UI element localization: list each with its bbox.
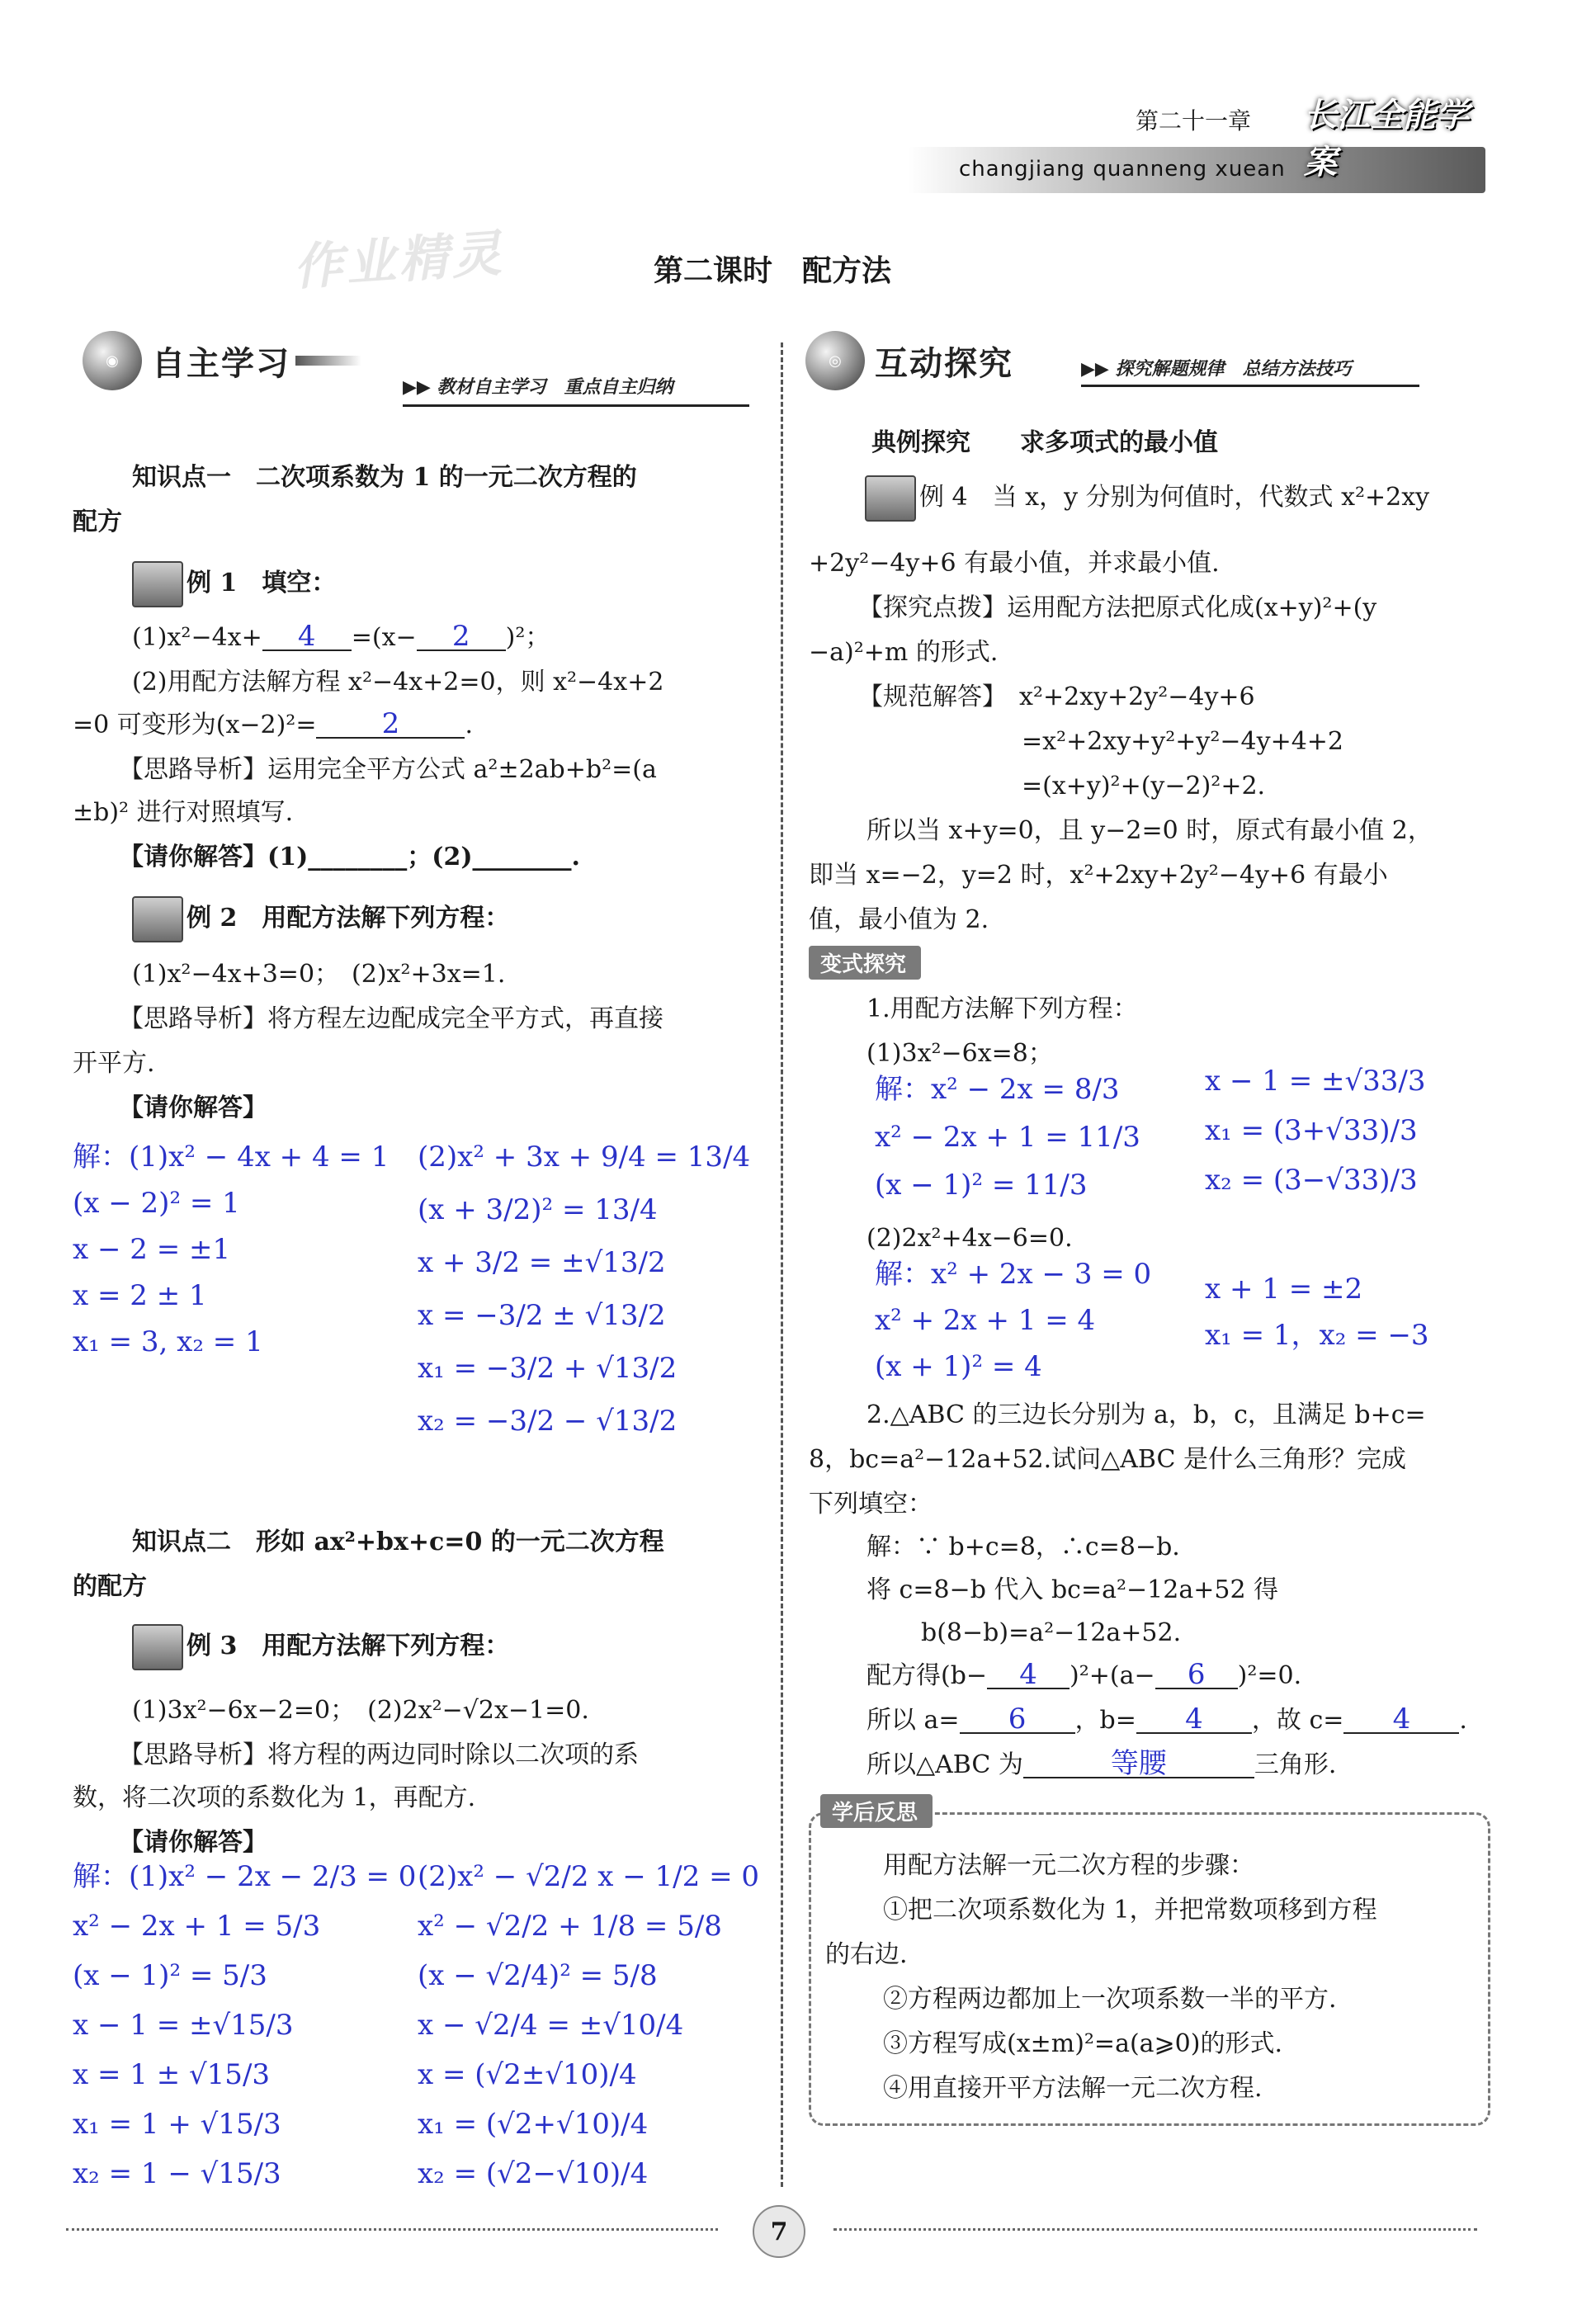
example-4-standard-c: =(x+y)²+(y−2)²+2. <box>1022 772 1266 801</box>
blank-answer[interactable]: 等腰 <box>1023 1750 1254 1778</box>
example-3-label: 例 3 用配方法解下列方程： <box>132 1624 509 1670</box>
reflection-title: 用配方法解一元二次方程的步骤： <box>883 1851 1254 1880</box>
page-number: 7 <box>753 2205 805 2258</box>
example-4-standard-b: =x²+2xy+y²+y²−4y+4+2 <box>1022 727 1344 756</box>
example-2-solution-right: (2)x² + 3x + 9/4 = 13/4 (x + 3/2)² = 13/4 x + 3/2 = ±√13/2 x = −3/2 ± √13/2 x₁ = −3/2 + √13/2 x₂ = −3/2 − √13/2 <box>418 1141 751 1438</box>
blank-answer[interactable]: 4 <box>262 623 352 651</box>
example-3-hint-cont: 数，将二次项的系数化为 1，再配方. <box>73 1783 476 1812</box>
typical-example-title: 典例探究 求多项式的最小值 <box>871 428 1218 457</box>
example-2-question: (1)x²−4x+3=0； (2)x²+3x=1. <box>132 960 506 989</box>
kp1-title: 知识点一 二次项系数为 1 的一元二次方程的 <box>132 463 637 492</box>
example-4-question-cont: +2y²−4y+6 有最小值，并求最小值. <box>809 549 1220 578</box>
example-3-solution-left: 解：(1)x² − 2x − 2/3 = 0 x² − 2x + 1 = 5/3 (x − 1)² = 5/3 x − 1 = ±√15/3 x = 1 ± √15/3 x₁ = 1 + √15/3 x₂ = 1 − √15/3 <box>73 1860 417 2190</box>
example-4-tip: 【探究点拨】运用配方法把原式化成(x+y)²+(y <box>858 593 1377 622</box>
watermark: 作业精灵 <box>291 224 507 297</box>
example-4-conclusion-a: 所以当 x+y=0，且 y−2=0 时，原式有最小值 2， <box>866 816 1433 845</box>
blackboard-icon <box>132 561 183 607</box>
reflection-step-1: ①把二次项系数化为 1，并把常数项移到方程 <box>883 1896 1377 1925</box>
kp2-title-cont: 的配方 <box>73 1572 147 1601</box>
variant-2-step-6: 所以△ABC 为 等腰 三角形. <box>866 1747 1337 1780</box>
example-3-question: (1)3x²−6x−2=0； (2)2x²−√2x−1=0. <box>132 1696 589 1725</box>
example-3-answer-label: 【请你解答】 <box>119 1828 267 1857</box>
variant-2-b: 8，bc=a²−12a+52.试问△ABC 是什么三角形？完成 <box>809 1445 1407 1474</box>
variant-1-title: 1.用配方法解下列方程： <box>866 994 1138 1023</box>
right-section-subtitle: ▶▶ 探究解题规律 总结方法技巧 <box>1081 358 1352 380</box>
column-divider <box>781 342 783 2187</box>
example-1-label: 例 1 填空： <box>132 561 336 607</box>
variant-2-step-4: 配方得(b− 4 )²+(a− 6 )²=0. <box>866 1658 1302 1691</box>
plane-decoration <box>295 356 361 366</box>
sphere-icon: ◎ <box>805 331 865 390</box>
variant-1-q1: (1)3x²−6x=8； <box>866 1039 1053 1068</box>
example-2-solution-left: 解：(1)x² − 4x + 4 = 1 (x − 2)² = 1 x − 2 = ±1 x = 2 ± 1 x₁ = 3, x₂ = 1 <box>73 1141 390 1358</box>
blank-answer[interactable]: 4 <box>987 1661 1070 1689</box>
example-1-q2-cont: =0 可变形为(x−2)²= 2 . <box>73 707 474 740</box>
example-1-hint-cont: ±b)² 进行对照填写. <box>73 798 294 827</box>
blank-answer[interactable]: 6 <box>1155 1661 1238 1689</box>
globe-icon: ◉ <box>83 331 142 390</box>
left-section-subtitle: ▶▶ 教材自主学习 重点自主归纳 <box>403 376 673 398</box>
example-4-conclusion-c: 值，最小值为 2. <box>809 905 989 934</box>
blackboard-icon <box>865 475 916 522</box>
right-section-rule <box>1081 385 1419 387</box>
footer-rule-left <box>66 2228 718 2231</box>
header-pinyin: changjiang quanneng xuean <box>959 157 1286 182</box>
page-title: 第二课时 配方法 <box>654 253 892 288</box>
example-4-question: 例 4 当 x，y 分别为何值时，代数式 x²+2xy <box>865 475 1429 522</box>
kp2-title: 知识点二 形如 ax²+bx+c=0 的一元二次方程 <box>132 1528 664 1556</box>
blackboard-icon <box>132 1624 183 1670</box>
example-2-answer-label: 【请你解答】 <box>119 1093 267 1122</box>
footer-rule-right <box>833 2228 1477 2231</box>
variant-1-solution-1-right: x − 1 = ±√33/3 x₁ = (3+√33)/3 x₂ = (3−√33)/3 <box>1205 1065 1426 1197</box>
blank-answer[interactable]: 6 <box>960 1706 1075 1734</box>
reflection-step-4: ④用直接开平方法解一元二次方程. <box>883 2074 1263 2103</box>
example-3-solution-right: (2)x² − √2/2 x − 1/2 = 0 x² − √2/2 + 1/8 = 5/8 (x − √2/4)² = 5/8 x − √2/4 = ±√10/4 x = (√2±√10)/4 x₁ = (√2+√10)/4 x₂ = (√2−√10)/4 <box>418 1860 759 2190</box>
reflection-step-1-cont: 的右边. <box>825 1940 908 1969</box>
example-1-q2: (2)用配方法解方程 x²−4x+2=0，则 x²−4x+2 <box>132 668 664 697</box>
variant-1-solution-2-right: x + 1 = ±2 x₁ = 1，x₂ = −3 <box>1205 1273 1429 1352</box>
blank-answer[interactable]: 2 <box>417 623 506 651</box>
blank-answer[interactable]: 4 <box>1136 1706 1252 1734</box>
example-2-hint: 【思路导析】将方程左边配成完全平方式，再直接 <box>119 1004 663 1033</box>
brand-logo: 长江全能学案 <box>1304 97 1469 182</box>
variant-1-q2: (2)2x²+4x−6=0. <box>866 1224 1073 1253</box>
variant-1-solution-2-left: 解：x² + 2x − 3 = 0 x² + 2x + 1 = 4 (x + 1)² = 4 <box>875 1258 1152 1383</box>
example-4-tip-cont: −a)²+m 的形式. <box>809 638 999 667</box>
variant-tag: 变式探究 <box>809 946 921 980</box>
blank-answer[interactable]: 4 <box>1343 1706 1459 1734</box>
example-2-label: 例 2 用配方法解下列方程： <box>132 896 509 942</box>
reflection-step-2: ②方程两边都加上一次项系数一半的平方. <box>883 1985 1337 2014</box>
example-1-hint: 【思路导析】运用完全平方公式 a²±2ab+b²=(a <box>119 755 657 784</box>
reflection-tag: 学后反思 <box>820 1794 933 1828</box>
kp1-title-cont: 配方 <box>73 508 122 536</box>
example-4-conclusion-b: 即当 x=−2，y=2 时，x²+2xy+2y²−4y+6 有最小 <box>809 861 1388 890</box>
variant-2-c: 下列填空： <box>809 1490 933 1518</box>
example-4-standard-a: 【规范解答】 x²+2xy+2y²−4y+6 <box>858 682 1255 711</box>
example-3-hint: 【思路导析】将方程的两边同时除以二次项的系 <box>119 1740 639 1769</box>
variant-2-step-3: b(8−b)=a²−12a+52. <box>921 1618 1182 1647</box>
section-title: 互动探究 <box>875 344 1013 383</box>
variant-2-a: 2.△ABC 的三边长分别为 a，b，c，且满足 b+c= <box>866 1400 1426 1429</box>
variant-2-step-5: 所以 a= 6 ，b= 4 ，故 c= 4 . <box>866 1703 1467 1736</box>
reflection-step-3: ③方程写成(x±m)²=a(a⩾0)的形式. <box>883 2029 1283 2058</box>
example-1-q1: (1)x²−4x+ 4 =(x− 2 )²； <box>132 620 550 653</box>
example-1-answer: 【请你解答】(1)________；(2)________. <box>119 843 580 871</box>
blank-answer[interactable]: 2 <box>316 711 465 739</box>
variant-2-step-1: 解：∵ b+c=8，∴c=8−b. <box>866 1533 1180 1561</box>
left-section-rule <box>403 404 749 407</box>
blackboard-icon <box>132 896 183 942</box>
section-title: 自主学习 <box>152 344 290 383</box>
example-2-hint-cont: 开平方. <box>73 1049 155 1078</box>
variant-1-solution-1-left: 解：x² − 2x = 8/3 x² − 2x + 1 = 11/3 (x − 1)² = 11/3 <box>875 1073 1140 1202</box>
variant-2-step-2: 将 c=8−b 代入 bc=a²−12a+52 得 <box>866 1575 1279 1604</box>
chapter-label: 第二十一章 <box>1136 107 1252 135</box>
